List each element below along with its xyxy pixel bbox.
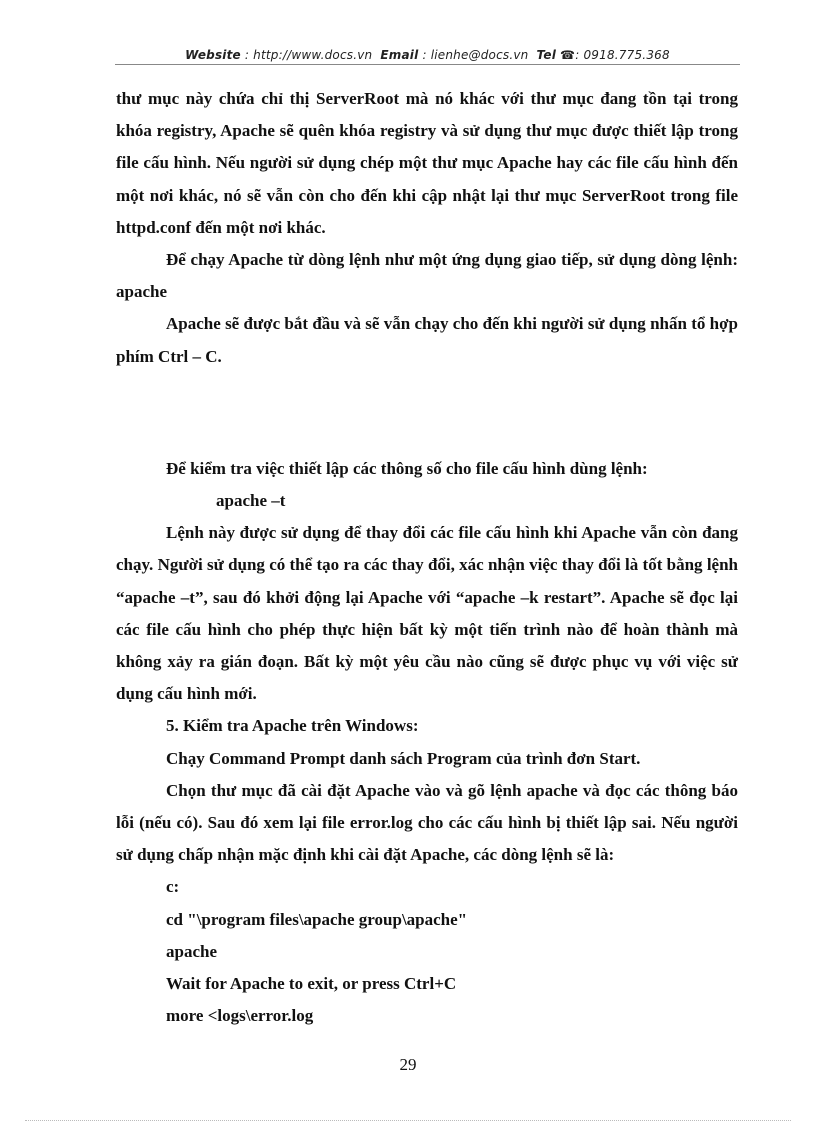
phone-icon: ☎: [560, 48, 576, 62]
email-address: : lienhe@docs.vn: [422, 48, 529, 62]
tel-label: Tel: [536, 48, 557, 62]
page-bottom-border: [25, 1120, 791, 1121]
paragraph-command-prompt: Chạy Command Prompt danh sách Program của trình đơn Start.: [166, 748, 641, 768]
website-url: : http://www.docs.vn: [244, 48, 373, 62]
section-heading-windows: 5. Kiểm tra Apache trên Windows:: [166, 716, 419, 736]
code-line: apache: [166, 941, 217, 961]
tel-number: : 0918.775.368: [575, 48, 670, 62]
paragraph-check-config: Để kiểm tra việc thiết lập các thông số cho file cấu hình dùng lệnh:: [166, 458, 648, 478]
page-number: 29: [399, 1055, 417, 1074]
paragraph-serverroot: thư mục này chứa chỉ thị ServerRoot mà nó khác với thư mục đang tồn tại trong khóa registry, Apache sẽ quên khóa registry và sử dụng thư mục được thiết lập trong file cấu hình. Nếu người sử dụng chép một thư mục Apache hay các file cấu hình đến một nơi khác, nó sẽ vẫn còn cho đến khi cập nhật lại thư mục ServerRoot trong file httpd.conf đến một nơi khác.: [116, 89, 738, 237]
paragraph-restart: Lệnh này được sử dụng để thay đổi các file cấu hình khi Apache vẫn còn đang chạy. Người sử dụng có thể tạo ra các thay đổi, xác nhận việc thay đổi là tốt bằng lệnh “apache –t”, sau đó khởi động lại Apache với “apache –k restart”. Apache sẽ đọc lại các file cấu hình cho phép thực hiện bất kỳ một tiến trình nào để hoàn thành mà không xảy ra gián đoạn. Bất kỳ một yêu cầu nào cũng sẽ được phục vụ với việc sử dụng cấu hình mới.: [116, 523, 738, 704]
website-label: Website: [185, 48, 241, 62]
code-line: Wait for Apache to exit, or press Ctrl+C: [166, 974, 457, 994]
command-apache-t: apache –t: [216, 491, 286, 511]
header-divider: [115, 64, 740, 65]
spacer: [116, 373, 738, 453]
paragraph-run-command: Để chạy Apache từ dòng lệnh như một ứng dụng giao tiếp, sử dụng dòng lệnh: apache: [116, 250, 738, 302]
paragraph-ctrl-c: Apache sẽ được bắt đầu và sẽ vẫn chạy cho đến khi người sử dụng nhấn tổ hợp phím Ctrl – C.: [116, 314, 738, 366]
code-line: cd "\program files\apache group\apache": [166, 909, 468, 929]
email-label: Email: [380, 48, 419, 62]
page-header: [115, 48, 740, 62]
code-line: c:: [166, 877, 180, 897]
paragraph-error-log: Chọn thư mục đã cài đặt Apache vào và gõ lệnh apache và đọc các thông báo lỗi (nếu có). Sau đó xem lại file error.log cho các cấu hình bị thiết lập sai. Nếu người sử dụng chấp nhận mặc định khi cài đặt Apache, các dòng lệnh sẽ là:: [116, 780, 738, 865]
document-body: [116, 83, 738, 1032]
code-line: more <logs\error.log: [166, 1006, 314, 1026]
